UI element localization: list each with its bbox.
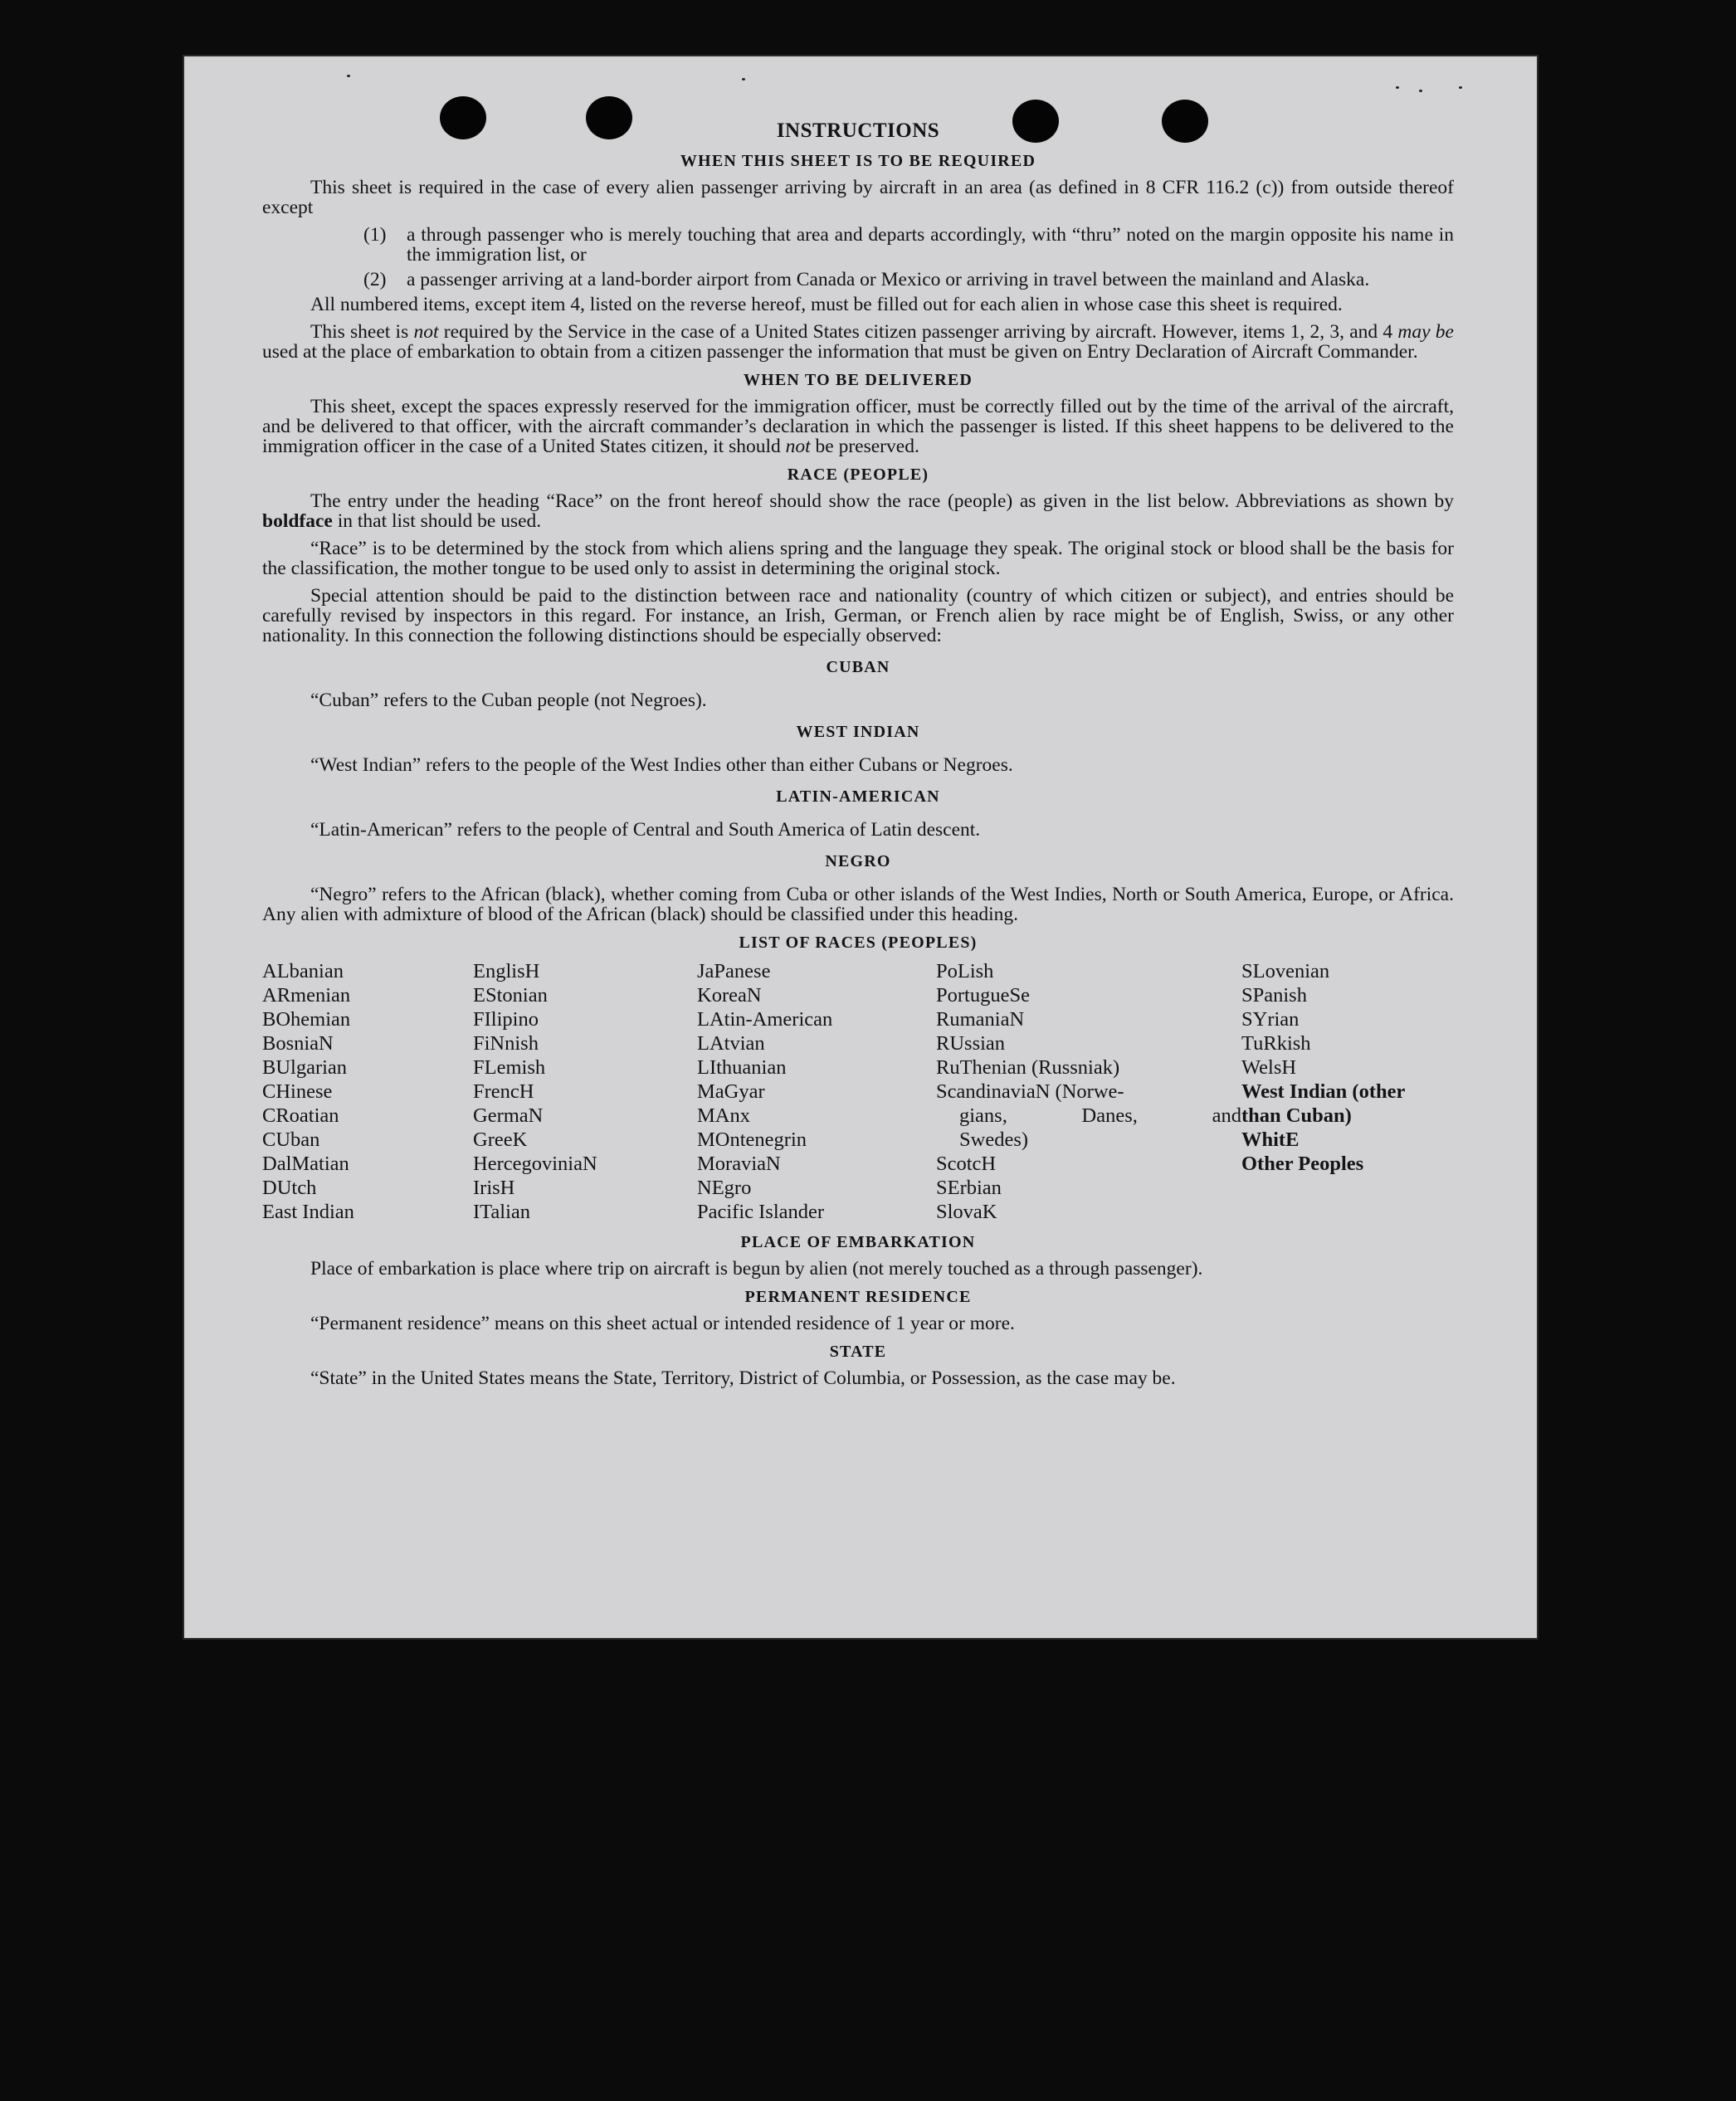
- races-column: [936, 959, 1241, 1224]
- race-entry-continued: than Cuban): [1241, 1104, 1352, 1127]
- paragraph: [262, 397, 1454, 456]
- race-entry: WelsH: [1241, 1056, 1297, 1079]
- race-entry: ARmenian: [262, 984, 351, 1007]
- speck: [347, 75, 350, 77]
- emphasis: not: [785, 436, 811, 457]
- section-heading: CUBAN: [826, 658, 890, 676]
- speck: [1419, 90, 1422, 92]
- item-number: (2): [363, 269, 387, 290]
- race-entry: MaGyar: [697, 1080, 765, 1103]
- text-run: The entry under the heading “Race” on the front hereof should show the race (people) as given in the list below. Abbreviations as shown by: [310, 490, 1454, 512]
- race-entry: CRoatian: [262, 1104, 339, 1127]
- text-run: This sheet, except the spaces expressly reserved for the immigration officer, must be correctly filled out by the time of the arrival of the aircraft, and be delivered to that officer, with the aircraft commander’s declaration in which the passenger is listed. If this sheet happens to be delivered to the immigration officer in the case of a United States citizen, it should: [262, 396, 1454, 457]
- race-entry: SYrian: [1241, 1008, 1300, 1031]
- paragraph: “Negro” refers to the African (black), whether coming from Cuba or other islands of the West Indies, North or South America, Europe, or Africa. Any alien with admixture of blood of the African (black) should be classified under this heading.: [262, 884, 1454, 925]
- section-heading: WHEN THIS SHEET IS TO BE REQUIRED: [680, 152, 1036, 170]
- text-run: be preserved.: [810, 436, 919, 457]
- paragraph: “Race” is to be determined by the stock from which aliens spring and the language they speak. The original stock or blood shall be the basis for the classification, the mother tongue to be used only to assist in determining the original stock.: [262, 538, 1454, 579]
- section-heading: WHEN TO BE DELIVERED: [743, 371, 973, 389]
- section-heading: NEGRO: [825, 852, 891, 870]
- races-column: [697, 959, 936, 1224]
- paragraph: “Cuban” refers to the Cuban people (not Negroes).: [310, 690, 707, 711]
- race-entry: Other Peoples: [1241, 1153, 1364, 1175]
- paragraph: “West Indian” refers to the people of the West Indies other than either Cubans or Negroes.: [310, 754, 1013, 776]
- race-entry: TuRkish: [1241, 1032, 1311, 1055]
- race-entry: LIthuanian: [697, 1056, 787, 1079]
- item-text: a through passenger who is merely touching that area and departs accordingly, with “thru” noted on the margin opposite his name in the immigration list, or: [407, 224, 1454, 266]
- race-entry: LAtin-American: [697, 1008, 833, 1031]
- text-run: This sheet is: [310, 321, 414, 343]
- races-column: [1241, 959, 1454, 1224]
- race-entry: SlovaK: [936, 1201, 997, 1223]
- race-entry: IrisH: [473, 1177, 515, 1199]
- race-entry: BUlgarian: [262, 1056, 348, 1079]
- paragraph: “Latin-American” refers to the people of Central and South America of Latin descent.: [310, 819, 981, 841]
- paragraph: Place of embarkation is place where trip on aircraft is begun by alien (not merely touched as a through passenger).: [310, 1258, 1203, 1280]
- race-entry: WhitE: [1241, 1128, 1300, 1151]
- race-entry-continued: Swedes): [959, 1128, 1029, 1151]
- section-heading: LATIN-AMERICAN: [776, 787, 940, 806]
- race-entry: GreeK: [473, 1128, 528, 1151]
- race-entry: DalMatian: [262, 1153, 349, 1175]
- race-entry: CUban: [262, 1128, 320, 1151]
- race-entry: CHinese: [262, 1080, 333, 1103]
- paragraph: Special attention should be paid to the distinction between race and nationality (country of which citizen or subject), and entries should be carefully revised by inspectors in this regard. For instance, an Irish, German, or French alien by race might be of English, Swiss, or any other nationality. In this connection the following distinctions should be especially observed:: [262, 585, 1454, 646]
- race-entry: RumaniaN: [936, 1008, 1025, 1031]
- text-run: used at the place of embarkation to obtain from a citizen passenger the information that must be given on Entry Declaration of Aircraft Commander.: [262, 341, 1418, 363]
- race-entry: GermaN: [473, 1104, 544, 1127]
- race-entry: FiNnish: [473, 1032, 539, 1055]
- race-entry: ScotcH: [936, 1153, 997, 1175]
- race-entry: RUssian: [936, 1032, 1006, 1055]
- race-entry: MOntenegrin: [697, 1128, 807, 1151]
- list-item: [262, 270, 1454, 290]
- paragraph: “State” in the United States means the State, Territory, District of Columbia, or Possession, as the case may be.: [310, 1367, 1176, 1389]
- race-entry: LAtvian: [697, 1032, 765, 1055]
- bold-text: boldface: [262, 510, 333, 532]
- race-entry: KoreaN: [697, 984, 762, 1007]
- race-entry: MoraviaN: [697, 1153, 781, 1175]
- speck: [1459, 86, 1462, 89]
- section-heading: PLACE OF EMBARKATION: [740, 1233, 976, 1251]
- race-entry: RuThenian (Russniak): [936, 1056, 1120, 1079]
- page-title: INSTRUCTIONS: [776, 119, 940, 142]
- section-heading: STATE: [829, 1343, 887, 1361]
- item-number: (1): [363, 224, 387, 246]
- emphasis: not: [413, 321, 439, 343]
- race-entry: West Indian (other: [1241, 1080, 1406, 1103]
- race-entry: PortugueSe: [936, 984, 1030, 1007]
- speck: [1396, 86, 1399, 89]
- race-entry: PoLish: [936, 960, 994, 982]
- race-entry: SPanish: [1241, 984, 1307, 1007]
- races-list: [262, 959, 1454, 1224]
- section-heading: RACE (PEOPLE): [787, 466, 929, 484]
- section-heading: LIST OF RACES (PEOPLES): [739, 934, 978, 952]
- race-entry: ScandinaviaN (Norwe-: [936, 1080, 1124, 1103]
- paragraph: [262, 491, 1454, 531]
- section-heading: WEST INDIAN: [796, 723, 920, 741]
- race-entry: EnglisH: [473, 960, 540, 982]
- race-entry: Pacific Islander: [697, 1201, 825, 1223]
- races-column: [262, 959, 473, 1224]
- races-column: [473, 959, 697, 1224]
- text-run: required by the Service in the case of a United States citizen passenger arriving by aircraft. However, items 1, 2, 3, and 4: [438, 321, 1398, 343]
- race-entry: FrencH: [473, 1080, 534, 1103]
- race-entry-continued: gians, Danes, and: [959, 1104, 1241, 1127]
- list-item: [262, 225, 1454, 265]
- paragraph: [262, 322, 1454, 362]
- race-entry: FIlipino: [473, 1008, 539, 1031]
- paragraph: All numbered items, except item 4, listed on the reverse hereof, must be filled out for each alien in whose case this sheet is required.: [310, 294, 1343, 315]
- race-entry: SLovenian: [1241, 960, 1330, 982]
- text-run: in that list should be used.: [332, 510, 542, 532]
- instructions-text: [262, 121, 1454, 1396]
- race-entry: ALbanian: [262, 960, 344, 982]
- race-entry: HercegoviniaN: [473, 1153, 597, 1175]
- race-entry: NEgro: [697, 1177, 752, 1199]
- item-text: a passenger arriving at a land-border airport from Canada or Mexico or arriving in travel between the mainland and Alaska.: [407, 269, 1370, 290]
- race-entry: DUtch: [262, 1177, 317, 1199]
- document-page: [184, 56, 1537, 1638]
- race-entry: JaPanese: [697, 960, 771, 982]
- paragraph: “Permanent residence” means on this sheet actual or intended residence of 1 year or more.: [310, 1313, 1015, 1334]
- section-heading: PERMANENT RESIDENCE: [744, 1288, 972, 1306]
- emphasis: may be: [1397, 321, 1454, 343]
- race-entry: SErbian: [936, 1177, 1002, 1199]
- race-entry: BosniaN: [262, 1032, 334, 1055]
- race-entry: ITalian: [473, 1201, 531, 1223]
- paragraph: This sheet is required in the case of every alien passenger arriving by aircraft in an area (as defined in 8 CFR 116.2 (c)) from outside thereof except: [262, 177, 1454, 218]
- race-entry: East Indian: [262, 1201, 354, 1223]
- race-entry: BOhemian: [262, 1008, 351, 1031]
- race-entry: MAnx: [697, 1104, 750, 1127]
- race-entry: EStonian: [473, 984, 548, 1007]
- speck: [742, 78, 745, 80]
- race-entry: FLemish: [473, 1056, 546, 1079]
